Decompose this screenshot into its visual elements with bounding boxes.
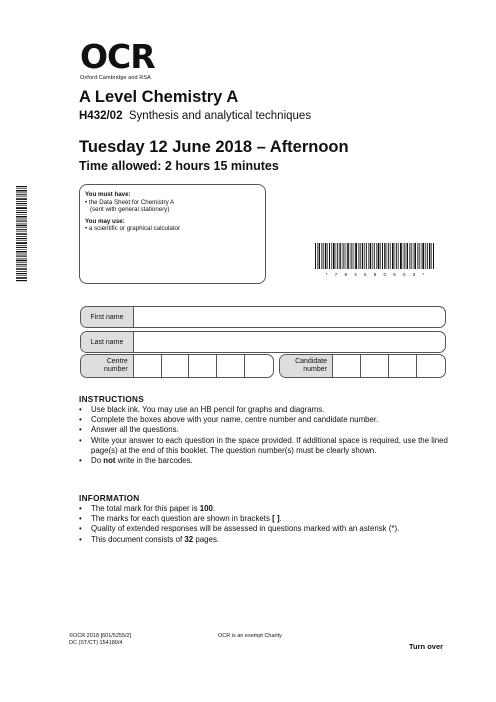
candidate-number-box[interactable] [333, 355, 361, 377]
candidate-number-box[interactable] [417, 355, 445, 377]
information-item [79, 535, 451, 545]
instruction-item: • Complete the boxes above with your name, centre number and candidate number. [79, 415, 451, 425]
centre-number-box[interactable] [162, 355, 190, 377]
barcode-digits: * 7 8 4 5 8 0 5 0 3 * [325, 272, 425, 277]
main-barcode [315, 243, 435, 277]
logo-subtitle: Oxford Cambridge and RSA [80, 75, 151, 81]
first-name-row [80, 306, 446, 328]
information-item: • Quality of extended responses will be assessed in questions marked with an asterisk (*). [79, 524, 451, 534]
may-use-item: • a scientific or graphical calculator [85, 225, 181, 233]
info-text: The total mark for this paper is [91, 504, 200, 513]
centre-number-box[interactable] [134, 355, 162, 377]
qualification-title: A Level Chemistry A [79, 88, 239, 106]
last-name-field[interactable] [134, 332, 445, 352]
centre-label-line-2: number [104, 366, 128, 373]
instruction-item: • Use black ink. You may use an HB pencil for graphs and diagrams. [79, 405, 451, 415]
info-text: pages. [193, 534, 220, 544]
instructions-heading: INSTRUCTIONS [79, 395, 145, 404]
side-barcode [16, 186, 27, 282]
must-have-item-note: (sent with general stationery) [90, 206, 170, 214]
candidate-number-box[interactable] [361, 355, 389, 377]
equipment-box [79, 184, 266, 284]
candidate-label-line-2: number [303, 366, 327, 373]
exam-date: Tuesday 12 June 2018 – Afternoon [79, 138, 349, 156]
information-item [79, 514, 451, 524]
total-mark: 100 [199, 504, 213, 513]
centre-number-box[interactable] [245, 355, 273, 377]
instruction-text: Do [91, 456, 104, 466]
candidate-number-box[interactable] [389, 355, 417, 377]
paper-code: H432/02 [79, 110, 123, 122]
footer-left [69, 633, 131, 647]
ocr-logo [80, 37, 155, 81]
instruction-item: • Write your answer to each question in the space provided. If additional space is required, use the lined page(s) at the end of this booklet. The question number(s) must be clearly shown. [79, 436, 451, 456]
must-have-item: • the Data Sheet for Chemistry A [85, 198, 175, 206]
paper-code-line [79, 110, 311, 122]
page-count: 32 [184, 534, 194, 544]
information-heading: INFORMATION [79, 494, 140, 503]
info-text: . [212, 504, 216, 513]
instruction-item: • Answer all the questions. [79, 425, 451, 435]
paper-subject: Synthesis and analytical techniques [128, 110, 312, 122]
candidate-label-line-1: Candidate [295, 358, 327, 365]
centre-number-box[interactable] [189, 355, 217, 377]
candidate-number-label [280, 355, 333, 377]
information-list [79, 504, 451, 545]
centre-number-box[interactable] [217, 355, 245, 377]
marks-brackets: [ ] [272, 514, 280, 524]
turn-over-text: Turn over [409, 642, 444, 651]
instructions-list [79, 405, 451, 466]
info-text: The marks for each question are shown in brackets [91, 514, 273, 524]
last-name-label: Last name [81, 332, 134, 352]
info-text: This document consists of [91, 534, 185, 544]
may-use-heading: You may use: [85, 217, 125, 225]
info-text: . [279, 514, 282, 524]
number-row [80, 354, 446, 378]
copyright-text: ©OCR 2018 [601/5255/2] [69, 633, 132, 639]
logo-mark: OCR [80, 37, 155, 76]
must-have-heading: You must have: [85, 191, 131, 198]
centre-label-line-1: Centre [106, 358, 128, 365]
information-item [79, 504, 451, 514]
may-use-block [85, 218, 260, 233]
must-have-block [85, 191, 260, 214]
centre-number-group [80, 354, 274, 378]
first-name-label: First name [81, 307, 134, 327]
candidate-number-group [279, 354, 446, 378]
charity-text: OCR is an exempt Charity [218, 633, 282, 639]
first-name-field[interactable] [134, 307, 445, 327]
instruction-emphasis: not [103, 456, 116, 466]
instruction-item [79, 456, 451, 466]
reference-text: DC (ST/CT) 154180/4 [69, 640, 123, 646]
last-name-row [80, 331, 446, 353]
instruction-text: write in the barcodes. [115, 456, 193, 466]
time-allowed: Time allowed: 2 hours 15 minutes [79, 159, 279, 173]
centre-number-label [81, 355, 134, 377]
